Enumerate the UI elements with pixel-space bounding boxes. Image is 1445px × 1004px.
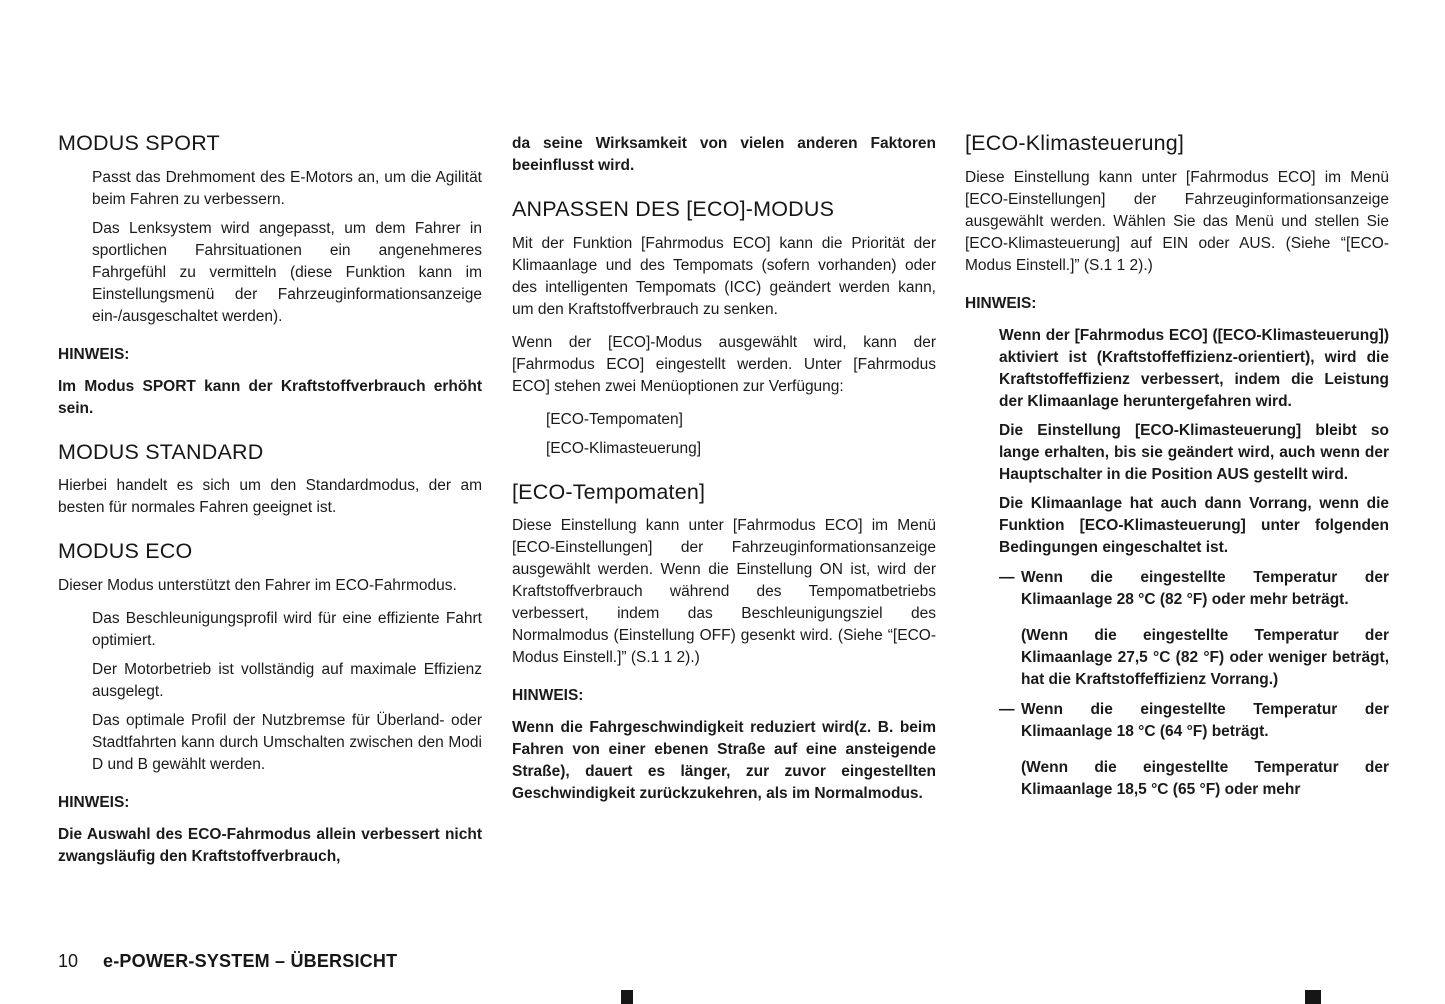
bullet-item xyxy=(512,438,936,460)
note-continuation: da seine Wirksamkeit von vielen anderen Faktoren beeinflusst wird. xyxy=(512,135,936,174)
hinweis-label: HINWEIS: xyxy=(58,794,130,812)
column-3 xyxy=(965,131,1389,808)
bullet-item xyxy=(58,608,482,652)
page-footer xyxy=(58,951,397,972)
heading-modus-sport: MODUS SPORT xyxy=(58,131,220,155)
note-bullet-text: Die Klimaanlage hat auch dann Vorrang, wenn die Funktion [ECO-Klimasteuerung] unter folgenden Bedingungen eingeschaltet ist. xyxy=(999,494,1389,556)
hinweis-label: HINWEIS: xyxy=(965,294,1037,312)
hinweis-label: HINWEIS: xyxy=(58,345,130,363)
paragraph: Diese Einstellung kann unter [Fahrmodus ECO] im Menü [ECO-Einstellungen] der Fahrzeuginformationsanzeige ausgewählt werden. Wählen Sie das Menü und stellen Sie [ECO-Klimasteuerung] auf EIN oder AUS. (Siehe “[ECO-Modus Einstell.]” (S.1 1 2).) xyxy=(965,168,1389,274)
heading-modus-eco: MODUS ECO xyxy=(58,539,193,564)
heading-anpassen-eco-modus: ANPASSEN DES [ECO]-MODUS xyxy=(512,197,835,221)
column-1 xyxy=(58,131,482,879)
dash-item-text: Wenn die eingestellte Temperatur der Klimaanlage 18 °C (64 °F) beträgt. xyxy=(1021,700,1389,740)
hinweis-label: HINWEIS: xyxy=(512,687,584,705)
paragraph: Diese Einstellung kann unter [Fahrmodus ECO] im Menü [ECO-Einstellungen] der Fahrzeuginformationsanzeige ausgewählt werden. Wenn die Einstellung ON ist, wird der Kraftstoffverbrauch während des Tempomatbetriebs verbessert, indem das Beschleunigungsziel des Normalmodus (Einstellung OFF) gesenkt wird. (Siehe “[ECO-Modus Einstell.]” (S.1 1 2).) xyxy=(512,517,936,667)
menu-option: [ECO-Tempomaten] xyxy=(546,410,683,428)
bullet-text: Das optimale Profil der Nutzbremse für Überland- oder Stadtfahrten kann durch Umschalten zwischen den Modi D und B gewählt werden. xyxy=(92,712,482,774)
note-bullet-text: Wenn der [Fahrmodus ECO] ([ECO-Klimasteuerung]) aktiviert ist (Kraftstoffeffizienz-orientiert), wird die Kraftstoffeffizienz verbessert, indem die Leistung der Klimaanlage heruntergefahren wird. xyxy=(999,326,1389,410)
bullet-item xyxy=(58,167,482,211)
print-registration-mark xyxy=(621,990,633,1004)
dash-item xyxy=(999,567,1389,611)
note-paragraph: Wenn die Fahrgeschwindigkeit reduziert wird(z. B. beim Fahren von einer ebenen Straße auf eine ansteigende Straße), dauert es länger, zur zuvor eingestellten Geschwindigkeit zurückzukehren, als im Normalmodus. xyxy=(512,719,936,803)
note-bullet-item xyxy=(965,420,1389,486)
bullet-text: Der Motorbetrieb ist vollständig auf maximale Effizienz ausgelegt. xyxy=(92,661,482,701)
note-bullet-item xyxy=(965,325,1389,413)
bullet-item xyxy=(58,659,482,703)
page-number: 10 xyxy=(58,951,79,971)
parenthetical-paragraph: (Wenn die eingestellte Temperatur der Klimaanlage 27,5 °C (82 °F) oder weniger beträgt, hat die Kraftstoffeffizienz Vorrang.) xyxy=(1021,626,1389,688)
note-bullet-text: Die Einstellung [ECO-Klimasteuerung] bleibt so lange erhalten, bis sie geändert wird, auch wenn der Hauptschalter in die Position AUS gestellt wird. xyxy=(999,421,1389,483)
dash-marker: — xyxy=(999,700,1015,718)
note-paragraph: Im Modus SPORT kann der Kraftstoffverbrauch erhöht sein. xyxy=(58,377,482,417)
paragraph: Hierbei handelt es sich um den Standardmodus, der am besten für normales Fahren geeignet ist. xyxy=(58,477,482,517)
menu-option: [ECO-Klimasteuerung] xyxy=(546,439,702,457)
dash-item-text: Wenn die eingestellte Temperatur der Klimaanlage 28 °C (82 °F) oder mehr beträgt. xyxy=(1021,568,1389,608)
bullet-text: Das Lenksystem wird angepasst, um dem Fahrer in sportlichen Fahrsituationen ein angenehmeres Fahrgefühl zu vermitteln (diese Funktion kann im Einstellungsmenü der Fahrzeuginformationsanzeige ein-/ausgeschaltet werden). xyxy=(92,219,482,325)
bullet-text: Passt das Drehmoment des E-Motors an, um die Agilität beim Fahren zu verbessern. xyxy=(92,168,482,208)
heading-modus-standard: MODUS STANDARD xyxy=(58,439,264,464)
bullet-item xyxy=(58,218,482,328)
note-bullet-item xyxy=(965,493,1389,559)
note-paragraph: Die Auswahl des ECO-Fahrmodus allein verbessert nicht zwangsläufig den Kraftstoffverbrauch, xyxy=(58,826,482,866)
parenthetical-paragraph: (Wenn die eingestellte Temperatur der Klimaanlage 18,5 °C (65 °F) oder mehr xyxy=(1021,758,1389,798)
bullet-text: Das Beschleunigungsprofil wird für eine effiziente Fahrt optimiert. xyxy=(92,610,482,650)
heading-eco-klimasteuerung: [ECO-Klimasteuerung] xyxy=(965,131,1185,155)
paragraph: Wenn der [ECO]-Modus ausgewählt wird, kann der [Fahrmodus ECO] eingestellt werden. Unter [Fahrmodus ECO] stehen zwei Menüoptionen zur Verfügung: xyxy=(512,333,936,395)
dash-marker: — xyxy=(999,568,1015,586)
heading-eco-tempomaten: [ECO-Tempomaten] xyxy=(512,479,706,504)
print-registration-mark xyxy=(1305,990,1321,1004)
bullet-item xyxy=(512,409,936,431)
dash-item xyxy=(999,699,1389,743)
paragraph: Dieser Modus unterstützt den Fahrer im ECO-Fahrmodus. xyxy=(58,577,457,595)
footer-section-title: e-POWER-SYSTEM – ÜBERSICHT xyxy=(103,951,398,971)
bullet-item xyxy=(58,710,482,776)
paragraph: Mit der Funktion [Fahrmodus ECO] kann die Priorität der Klimaanlage und des Tempomats (sofern vorhanden) oder des intelligenten Tempomats (ICC) geändert werden kann, um den Kraftstoffverbrauch zu senken. xyxy=(512,234,936,318)
column-2 xyxy=(512,131,936,816)
